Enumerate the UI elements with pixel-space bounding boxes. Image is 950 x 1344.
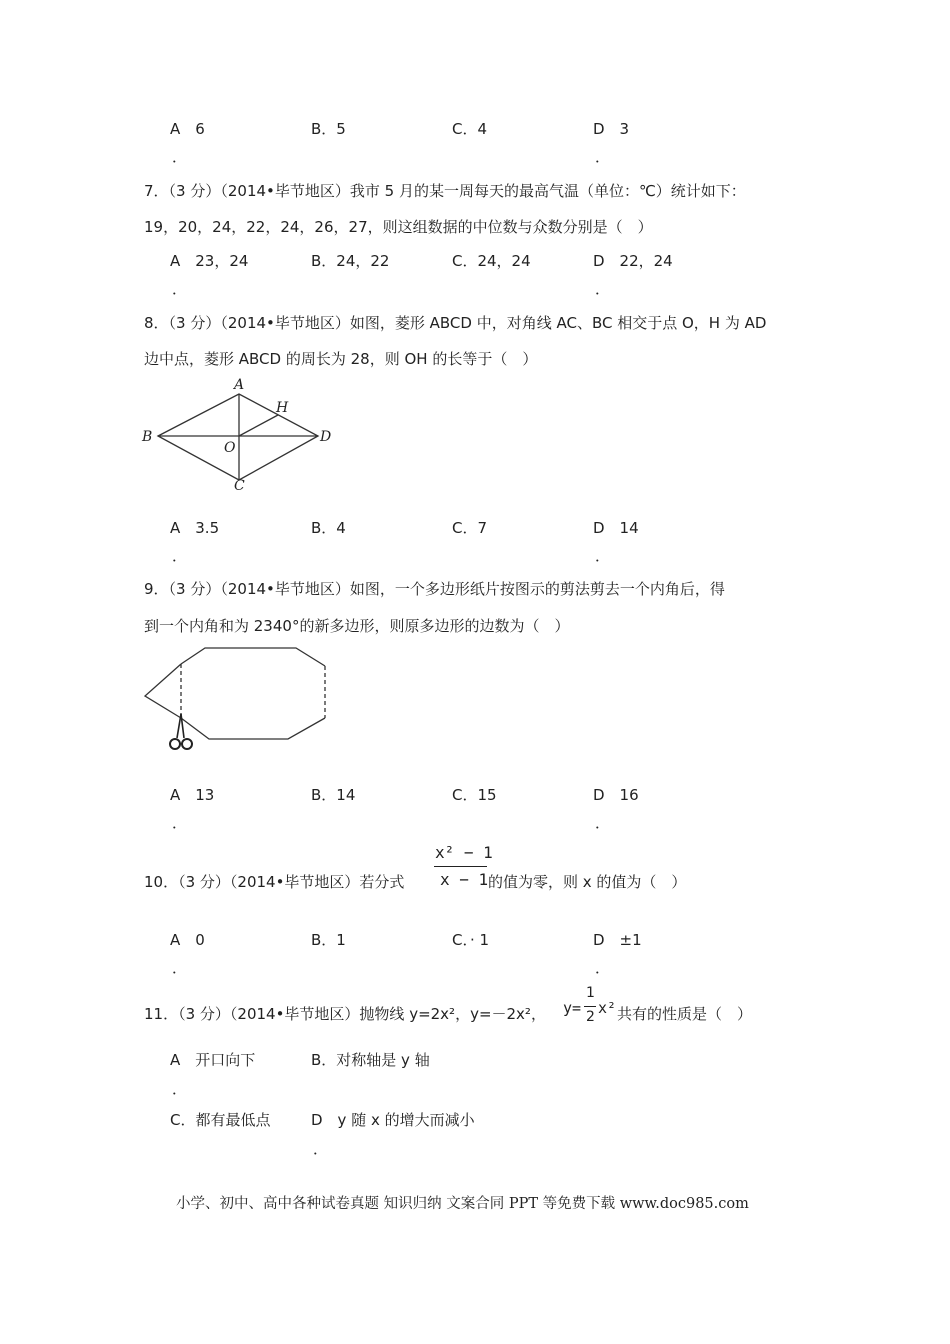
q6-option-d: D 3 xyxy=(593,120,630,138)
q10-numerator: x² − 1 xyxy=(435,843,493,862)
fraction-bar xyxy=(434,866,487,867)
label-a: A xyxy=(234,377,245,393)
label-c: C xyxy=(234,478,245,494)
q7-option-a: A 23，24 xyxy=(170,252,249,270)
q9-option-a: A 13 xyxy=(170,786,215,804)
q9-stem-line1: 9．（3 分）（2014•毕节地区）如图，一个多边形纸片按图示的剪法剪去一个内角后，得 xyxy=(144,580,725,598)
option-dot: ． xyxy=(595,547,611,565)
q6-option-c: C．4 xyxy=(452,120,488,138)
fraction-bar xyxy=(584,1006,596,1007)
q11-formula-rhs: x² xyxy=(598,999,617,1017)
q11-option-b: B．对称轴是 y 轴 xyxy=(311,1051,430,1069)
q11-option-c: C．都有最低点 xyxy=(170,1111,271,1129)
q11-stem-prefix: 11．（3 分）（2014•毕节地区）抛物线 y=2x²，y=－2x²， xyxy=(144,1005,546,1023)
q9-stem-line2: 到一个内角和为 2340°的新多边形，则原多边形的边数为（ ） xyxy=(144,617,570,635)
option-dot: ． xyxy=(172,959,188,977)
q11-option-a: A 开口向下 xyxy=(170,1051,256,1069)
q9-option-b: B．14 xyxy=(311,786,356,804)
q7-option-b: B．24，22 xyxy=(311,252,390,270)
q10-stem-suffix: 的值为零，则 x 的值为（ ） xyxy=(488,873,687,891)
label-h: H xyxy=(276,400,289,416)
q8-option-a: A 3.5 xyxy=(170,519,220,537)
q11-stem-suffix: 共有的性质是（ ） xyxy=(617,1005,753,1023)
label-o: O xyxy=(224,440,236,456)
q9-option-d: D 16 xyxy=(593,786,639,804)
q6-option-a: A 6 xyxy=(170,120,205,138)
label-d: D xyxy=(320,429,332,445)
q11-formula-num: 1 xyxy=(586,985,595,1001)
option-dot: ． xyxy=(172,148,188,166)
q8-option-d: D 14 xyxy=(593,519,639,537)
q10-denominator: x − 1 xyxy=(440,870,489,889)
option-dot: ． xyxy=(595,148,611,166)
polygon-cut-figure xyxy=(140,642,340,760)
q11-formula-lhs: y= xyxy=(563,999,582,1017)
label-b: B xyxy=(142,429,153,445)
option-dot: ． xyxy=(313,1140,329,1158)
q6-option-b: B．5 xyxy=(311,120,346,138)
q10-option-b: B．1 xyxy=(311,931,346,949)
q10-stem-prefix: 10．（3 分）（2014•毕节地区）若分式 xyxy=(144,873,405,891)
option-dot: ． xyxy=(172,280,188,298)
q7-option-c: C．24，24 xyxy=(452,252,531,270)
q10-option-a: A 0 xyxy=(170,931,205,949)
rhombus-figure xyxy=(140,372,340,494)
option-dot: ． xyxy=(595,959,611,977)
page-footer: 小学、初中、高中各种试卷真题 知识归纳 文案合同 PPT 等免费下载 www.doc985.com xyxy=(176,1196,749,1212)
option-dot: ． xyxy=(172,1080,188,1098)
option-dot: ． xyxy=(172,547,188,565)
scissors-icon xyxy=(170,714,192,749)
q10-option-c: C．· 1 xyxy=(452,931,490,949)
option-dot: ． xyxy=(172,814,188,832)
q8-option-b: B．4 xyxy=(311,519,346,537)
q11-option-d: D y 随 x 的增大而减小 xyxy=(311,1111,475,1129)
option-dot: ． xyxy=(595,280,611,298)
option-dot: ． xyxy=(595,814,611,832)
q9-option-c: C．15 xyxy=(452,786,497,804)
q7-stem-line2: 19，20，24，22，24，26，27，则这组数据的中位数与众数分别是（ ） xyxy=(144,218,653,236)
q10-option-d: D ±1 xyxy=(593,931,642,949)
q11-formula-den: 2 xyxy=(586,1009,595,1025)
q8-stem-line2: 边中点，菱形 ABCD 的周长为 28，则 OH 的长等于（ ） xyxy=(144,350,538,368)
q8-option-c: C．7 xyxy=(452,519,488,537)
q7-stem-line1: 7．（3 分）（2014•毕节地区）我市 5 月的某一周每天的最高气温（单位：℃）统计如下： xyxy=(144,182,746,200)
q7-option-d: D 22，24 xyxy=(593,252,673,270)
q8-stem-line1: 8．（3 分）（2014•毕节地区）如图，菱形 ABCD 中，对角线 AC、BC 相交于点 O，H 为 AD xyxy=(144,314,767,332)
